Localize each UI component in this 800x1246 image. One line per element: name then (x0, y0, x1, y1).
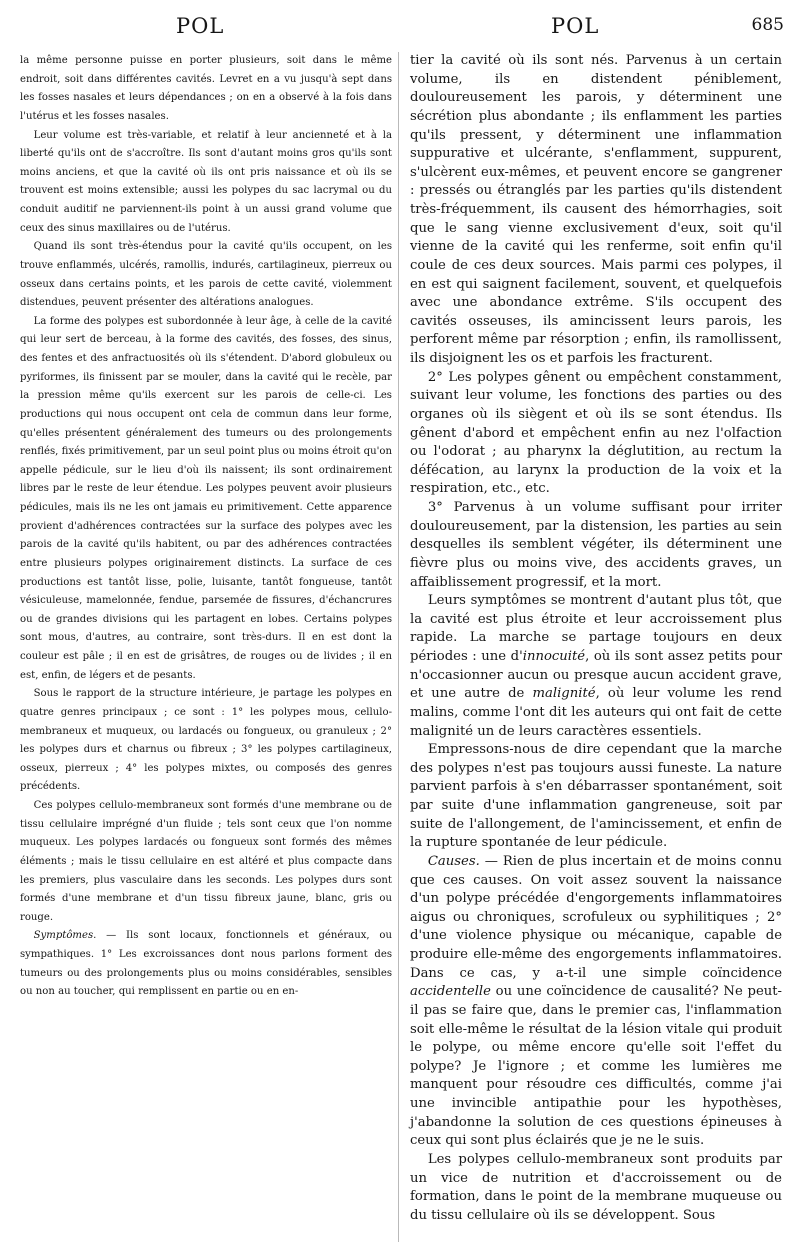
right-column (410, 52, 782, 1225)
paragraph-text: Leurs symptômes se montrent d'autant plus tôt, que la cavité est plus étroite et leur accroissement plus rapide. La marche se partage toujours en deux périodes : une d' (410, 593, 782, 664)
page-number: 685 (751, 15, 784, 35)
header-left-title: POL (176, 14, 225, 38)
paragraph: La forme des polypes est subordonnée à leur âge, à celle de la cavité qui leur sert de berceau, à la forme des cavités, des fosses, des sinus, des fentes et des anfractuosités où ils s'étendent. D'abord globuleux ou pyriformes, ils finissent par se mouler, dans la cavité qui le recèle, par la pression même qu'ils exercent sur les parois de celle-ci. Les productions qui nous occupent ont cela de commun dans leur forme, qu'elles présentent généralement des tumeurs ou des prolongements renflés, fixés primitivement, par un seul point plus ou moins étroit qu'on appelle pédicule, sur le lieu d'où ils naissent; ils sont ordinairement libres par le reste de leur étendue. Les polypes peuvent avoir plusieurs pédicules, mais ils ne les ont jamais eu primitivement. Cette apparence provient d'adhérences contractées sur la surface des polypes avec les parois de la cavité qu'ils habitent, ou par des adhérences contractées entre plusieurs polypes originairement distincts. La surface de ces productions est tantôt lisse, polie, luisante, tantôt fongueuse, tantôt vésiculeuse, mamelonnée, fendue, parsemée de fissures, d'échancrures ou de grandes divisions qui les partagent en lobes. Certains polypes sont mous, d'autres, au contraire, sont très-durs. Il en est dont la couleur est pâle ; il en est de grisâtres, de rouges ou de livides ; il en est, enfin, de légers et de pesants. (20, 315, 392, 681)
paragraph-causes (410, 853, 782, 1151)
paragraph: Ces polypes cellulo-membraneux sont formés d'une membrane ou de tissu cellulaire imprégné d'un fluide ; tels sont ceux que l'on nomme muqueux. Les polypes lardacés ou fongueux sont formés des mêmes éléments ; mais le tissu cellulaire en est altéré et plus compacte dans les premiers, plus vasculaire dans les seconds. Les polypes durs sont formés d'une membrane et d'un tissu fibreux jaune, blanc, gris ou rouge. (20, 800, 392, 923)
italic-term: innocuité (522, 649, 586, 664)
section-lead: Symptômes. (33, 930, 97, 942)
paragraph: Leur volume est très-variable, et relatif à leur ancienneté et à la liberté qu'ils ont de s'accroître. Ils sont d'autant moins gros qu'ils sont moins anciens, et que la cavité où ils ont pris naissance et où ils se trouvent est moins extensible; aussi les polypes du sac lacrymal ou du conduit auditif ne parviennent-ils point à un aussi grand volume que ceux des sinus maxillaires ou de l'utérus. (20, 129, 392, 234)
paragraph: la même personne puisse en porter plusieurs, soit dans le même endroit, soit dans différentes cavités. Levret en a vu jusqu'à sept dans les fosses nasales et leurs dépendances ; on en a observé à la fois dans l'utérus et les fosses nasales. (20, 55, 392, 122)
paragraph-text: — Rien de plus incertain et de moins connu que ces causes. On voit assez souvent la naissance d'un polype précédée d'engorgements inflammatoires aigus ou chroniques, scrofuleux ou syphilitiques ; 2° d'une violence physique ou mécanique, capable de produire elle-même des engorgements inflammatoires. Dans ce cas, y a-t-il une simple coïncidence (410, 853, 782, 981)
paragraph: 2° Les polypes gênent ou empêchent constamment, suivant leur volume, les fonctions des parties ou des organes où ils siègent et où ils se sont étendus. Ils gênent d'abord et empêchent enfin au nez l'olfaction ou l'odorat ; au pharynx la déglutition, au rectum la défécation, au larynx la production de la voix et la respiration, etc., etc. (410, 369, 782, 497)
running-header (20, 14, 786, 52)
paragraph-text: , où leur volume les rend malins, comme l'ont dit les auteurs qui ont fait de cette malignité un de leurs caractères essentiels. (410, 686, 782, 739)
section-lead: Causes. (427, 853, 480, 869)
paragraph: Sous le rapport de la structure intérieure, je partage les polypes en quatre genres principaux ; ce sont : 1° les polypes mous, cellulo-membraneux et muqueux, ou lardacés ou fongueux, ou granuleux ; 2° les polypes durs et charnus ou fibreux ; 3° les polypes cartilagineux, osseux, pierreux ; 4° les polypes mixtes, ou composés des genres précédents. (20, 688, 392, 793)
paragraph (410, 592, 782, 741)
paragraph: tier la cavité où ils sont nés. Parvenus à un certain volume, ils en distendent péniblement, douloureusement les parois, y déterminent une sécrétion plus abondante ; ils enflamment les parties qu'ils pressent, y déterminent une inflammation suppurative et ulcérante, s'enflamment, suppurent, s'ulcèrent eux-mêmes, et peuvent encore se gangrener : pressés ou étranglés par les parties qu'ils distendent très-fréquemment, ils causent des hémorrhagies, soit que le sang vienne exclusivement d'eux, soit qu'il vienne de la cavité qui les renferme, soit enfin qu'il coule de ces deux sources. Mais parmi ces polypes, il en est qui saignent facilement, souvent, et quelquefois avec une abondance extrême. S'ils occupent des cavités osseuses, ils amincissent leurs parois, les perforent même par résorption ; enfin, ils ramollissent, ils disjoignent les os et parfois les fracturent. (410, 53, 782, 366)
header-right-title: POL (551, 14, 600, 38)
italic-term: malignité (532, 686, 596, 702)
paragraph-text: — Ils sont locaux, fonctionnels et généraux, ou sympathiques. 1° Les excroissances dont nous parlons forment des tumeurs ou des prolongements plus ou moins considérables, sensibles ou non au toucher, qui remplissent en partie ou en en- (20, 930, 392, 998)
column-divider (398, 52, 399, 1242)
paragraph: 3° Parvenus à un volume suffisant pour irriter douloureusement, par la distension, les parties au sein desquelles ils semblent végéter, ils déterminent une fièvre plus ou moins vive, des accidents graves, un affaiblissement progressif, et la mort. (410, 500, 782, 590)
header-right (403, 14, 786, 52)
paragraph-symptomes (20, 927, 392, 1002)
left-column (20, 52, 392, 1225)
italic-term: accidentelle (410, 984, 491, 1000)
paragraph: Les polypes cellulo-membraneux sont produits par un vice de nutrition et d'accroissement ou de formation, dans le point de la membrane muqueuse ou du tissu cellulaire où ils se développent. Sous (410, 1151, 782, 1223)
text-columns (20, 52, 786, 1225)
paragraph: Quand ils sont très-étendus pour la cavité qu'ils occupent, on les trouve enflammés, ulcérés, ramollis, indurés, cartilagineux, pierreux ou osseux dans certains points, et les parois de cette cavité, violemment distendues, peuvent présenter des altérations analogues. (20, 241, 392, 309)
paragraph: Empressons-nous de dire cependant que la marche des polypes n'est pas toujours aussi funeste. La nature parvient parfois à s'en débarrasser spontanément, soit par suite d'une inflammation gangreneuse, soit par suite de l'allongement, de l'amincissement, et enfin de la rupture spontanée de leur pédicule. (410, 742, 782, 851)
paragraph-text: , où ils sont assez petits pour n'occasionner aucun ou presque aucun accident grave, et une autre de (410, 649, 782, 702)
header-left (20, 14, 403, 52)
paragraph-text: ou une coïncidence de causalité? Ne peut-il pas se faire que, dans le premier cas, l'inflammation soit elle-même le résultat de la lésion vitale qui produit le polype, ou même encore qu'elle soit l'effet du polype? Je l'ignore ; et comme les lumières me manquent pour résoudre ces difficultés, comme j'ai une invincible antipathie pour les hypothèses, j'abandonne la solution de ces questions épineuses à ceux qui sont plus éclairés que je ne le suis. (410, 984, 782, 1149)
